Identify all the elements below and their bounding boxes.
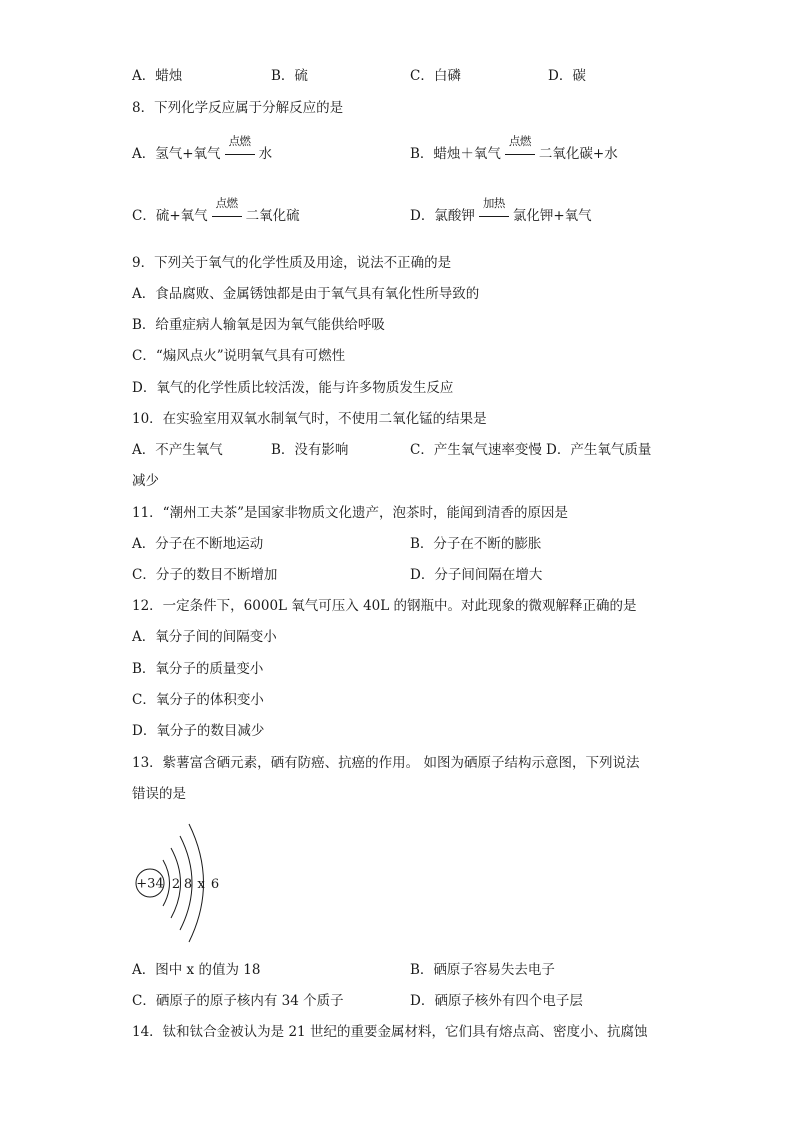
q8-option-b	[410, 134, 618, 163]
q10-option-d: D．产生氧气质量	[546, 442, 652, 458]
q13-stem: 13．紫薯富含硒元素，硒有防癌、抗癌的作用。 如图为硒原子结构示意图，下列说法	[132, 755, 640, 771]
q10-option-a: A．不产生氧气	[132, 442, 223, 458]
nucleus-charge: +34	[136, 876, 164, 892]
q13-option-b: B．硒原子容易失去电子	[410, 962, 555, 978]
q12-option-b: B．氧分子的质量变小	[132, 661, 264, 677]
q11-stem: 11．“潮州工夫茶”是国家非物质文化遗产，泡茶时，能闻到清香的原因是	[132, 505, 568, 521]
q11-option-b: B．分子在不断的膨胀	[410, 536, 542, 552]
q11-option-d: D．分子间间隔在增大	[410, 567, 543, 583]
condition-label: 加热	[482, 196, 505, 210]
q13-stem-continued: 错误的是	[132, 786, 186, 802]
q12-option-c: C．氧分子的体积变小	[132, 692, 264, 708]
q7-option-c: C．白磷	[410, 68, 461, 84]
q7-option-a: A．蜡烛	[132, 68, 183, 84]
q7-option-b: B．硫	[271, 68, 308, 84]
reaction-arrow-line	[505, 154, 535, 155]
q8-c-products: 二氧化硫	[245, 208, 300, 224]
shell-2-electrons: 8	[183, 877, 193, 892]
shell-1-electrons: 2	[171, 877, 181, 892]
reaction-condition	[221, 134, 259, 163]
reaction-arrow-line	[212, 216, 242, 217]
q10-option-c: C．产生氧气速率变慢	[410, 442, 542, 458]
shell-3-electrons: x	[197, 877, 205, 892]
q10-option-d-continued: 减少	[132, 473, 159, 489]
q12-option-d: D．氧分子的数目减少	[132, 723, 265, 739]
q8-a-reactants: A．氢气+氧气	[132, 146, 221, 162]
q8-option-d	[410, 196, 592, 225]
reaction-arrow-line	[225, 154, 255, 155]
reaction-condition	[208, 196, 246, 225]
reaction-arrow-line	[479, 216, 509, 217]
q8-option-c	[132, 196, 300, 225]
q7-option-d: D．碳	[548, 68, 586, 84]
q11-option-a: A．分子在不断地运动	[132, 536, 264, 552]
q8-b-reactants: B．蜡烛＋氧气	[410, 146, 501, 162]
q10-option-b: B．没有影响	[271, 442, 349, 458]
q10-stem: 10．在实验室用双氧水制氧气时，不使用二氧化锰的结果是	[132, 411, 487, 427]
q8-b-products: 二氧化碳+水	[538, 146, 618, 162]
q13-option-d: D．硒原子核外有四个电子层	[410, 993, 583, 1009]
reaction-condition	[501, 134, 539, 163]
q13-option-c: C．硒原子的原子核内有 34 个质子	[132, 993, 344, 1009]
condition-label: 点燃	[228, 134, 251, 148]
q12-option-a: A．氧分子间的间隔变小	[132, 629, 277, 645]
q13-option-a: A．图中 x 的值为 18	[132, 962, 261, 978]
selenium-atom-structure-diagram	[132, 818, 232, 958]
q9-option-a: A．食品腐败、金属锈蚀都是由于氧气具有氧化性所导致的	[132, 286, 480, 302]
q8-option-a	[132, 134, 273, 163]
shell-4-electrons: 6	[210, 877, 220, 892]
q9-option-b: B．给重症病人输氧是因为氧气能供给呼吸	[132, 317, 385, 333]
q11-option-c: C．分子的数目不断增加	[132, 567, 278, 583]
condition-label: 点燃	[215, 196, 238, 210]
q9-option-d: D．氧气的化学性质比较活泼，能与许多物质发生反应	[132, 380, 454, 396]
q8-a-products: 水	[258, 146, 273, 162]
condition-label: 点燃	[508, 134, 531, 148]
q9-stem: 9．下列关于氧气的化学性质及用途，说法不正确的是	[132, 255, 452, 271]
q8-c-reactants: C．硫+氧气	[132, 208, 208, 224]
q8-stem: 8．下列化学反应属于分解反应的是	[132, 100, 344, 116]
reaction-condition	[475, 196, 513, 225]
q8-d-products: 氯化钾+氧气	[512, 208, 592, 224]
q8-d-reactants: D．氯酸钾	[410, 208, 475, 224]
q14-stem: 14．钛和钛合金被认为是 21 世纪的重要金属材料，它们具有熔点高、密度小、抗腐蚀	[132, 1024, 648, 1040]
q9-option-c: C．“煽风点火”说明氧气具有可燃性	[132, 348, 346, 364]
q12-stem: 12．一定条件下，6000L 氧气可压入 40L 的钢瓶中。对此现象的微观解释正确的是	[132, 598, 637, 614]
